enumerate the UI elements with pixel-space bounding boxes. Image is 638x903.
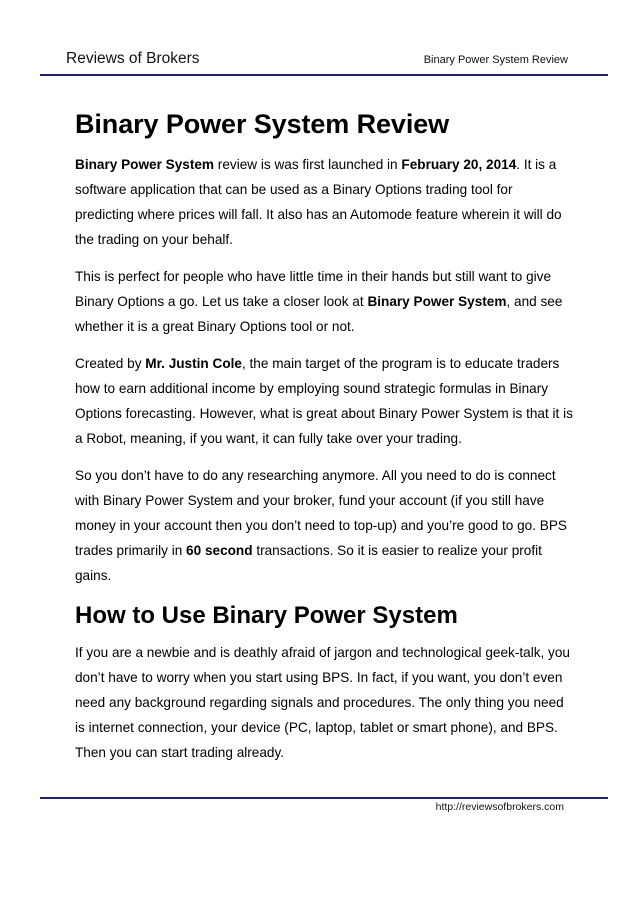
text-span: , the main target of the program is to educate traders how to earn additional income by employing sound strategic formulas in Binary Options forecasting. However, what is great about Binary Power System is that it is a Robot, meaning, if you want, it can fully take over your trading. xyxy=(75,356,573,446)
footer-url[interactable]: http://reviewsofbrokers.com xyxy=(435,801,564,813)
text-span: review is was first launched in xyxy=(214,157,402,172)
text-span: So you don’t have to do any researching anymore. All you need to do is connect with Binary Power System and your broker, fund your account (if you still have money in your account then you don’t need to top-up) and you’re good to go. BPS trades primarily in xyxy=(75,468,567,558)
paragraph-creator xyxy=(75,351,575,451)
text-span: Created by xyxy=(75,356,146,371)
paragraph-overview xyxy=(75,264,575,339)
text-span: transactions. So it is easier to realize your profit gains. xyxy=(75,543,542,583)
paragraph-intro xyxy=(75,152,575,252)
bold-product-name: Binary Power System xyxy=(367,294,507,309)
page-title: Binary Power System Review xyxy=(75,109,450,139)
section-heading: How to Use Binary Power System xyxy=(75,602,458,629)
bold-launch-date: February 20, 2014 xyxy=(401,157,517,172)
bold-creator-name: Mr. Justin Cole xyxy=(145,356,242,371)
header-rule xyxy=(40,74,608,76)
bold-trade-duration: 60 second xyxy=(186,543,253,558)
header-doc-title: Binary Power System Review xyxy=(423,54,568,66)
text-span: , and see whether it is a great Binary Options tool or not. xyxy=(75,294,563,334)
text-span: This is perfect for people who have little time in their hands but still want to give Binary Options a go. Let us take a closer look at xyxy=(75,269,552,309)
footer-rule xyxy=(40,797,608,799)
text-span: . It is a software application that can be used as a Binary Options trading tool for predicting where prices will fall. It also has an Automode feature wherein it will do the trading on your behalf. xyxy=(75,157,562,247)
paragraph-usage xyxy=(75,463,575,588)
bold-product-name: Binary Power System xyxy=(75,157,215,172)
page-header xyxy=(66,50,568,72)
document-body xyxy=(75,106,575,777)
header-site-name: Reviews of Brokers xyxy=(66,50,200,67)
paragraph-how-to: If you are a newbie and is deathly afraid of jargon and technological geek-talk, you don’t have to worry when you start using BPS. In fact, if you want, you don’t even need any background regarding signals and procedures. The only thing you need is internet connection, your device (PC, laptop, tablet or smart phone), and BPS. Then you can start trading already. xyxy=(75,645,570,760)
